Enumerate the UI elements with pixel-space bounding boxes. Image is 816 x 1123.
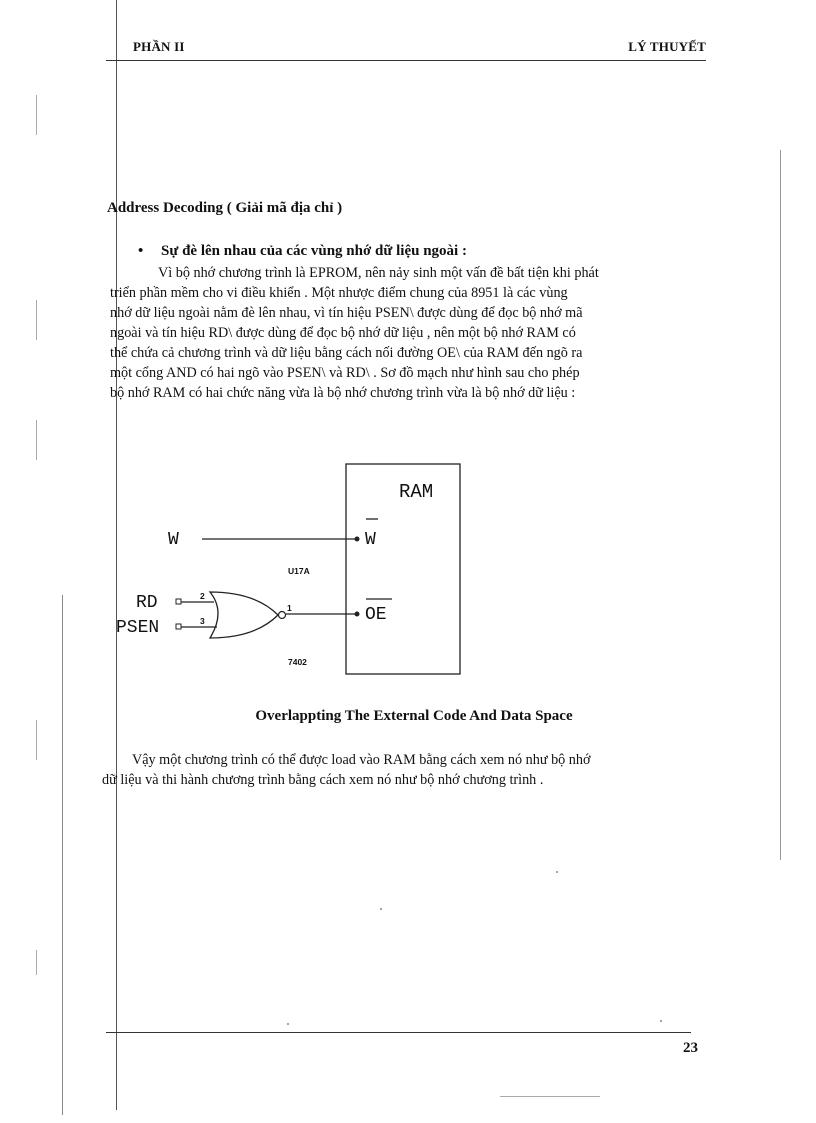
paragraph-1-line-3: nhớ dữ liệu ngoài nằm đè lên nhau, vì tín hiệu PSEN\ được dùng để đọc bộ nhớ mã	[110, 305, 583, 321]
bullet-title: Sự đè lên nhau của các vùng nhớ dữ liệu ngoài :	[161, 243, 467, 259]
left-scan-mark-3	[36, 420, 37, 460]
paragraph-1-line-4: ngoài và tín hiệu RD\ được dùng để đọc bộ nhớ dữ liệu , nên một bộ nhớ RAM có	[110, 325, 576, 341]
ram-label: RAM	[399, 481, 434, 503]
right-edge-line	[780, 150, 781, 860]
scan-speck	[287, 1023, 289, 1025]
paragraph-1-line-1: Vì bộ nhớ chương trình là EPROM, nên nảy sinh một vấn đề bất tiện khi phát	[158, 265, 599, 281]
scan-speck	[660, 1020, 662, 1022]
left-edge-line	[62, 595, 63, 1115]
header-right: LÝ THUYẾT	[628, 39, 706, 54]
left-margin-line	[116, 0, 117, 1110]
left-scan-mark-2	[36, 300, 37, 340]
rd-input-label: RD	[136, 593, 158, 613]
rd-pin-square	[176, 599, 181, 604]
psen-pin-square	[176, 624, 181, 629]
paragraph-1-line-6: một cổng AND có hai ngõ vào PSEN\ và RD\ . Sơ đồ mạch như hình sau cho phép	[110, 365, 580, 381]
w-input-label: W	[168, 530, 179, 550]
oe-junction-dot	[355, 612, 360, 617]
footer-rule	[106, 1032, 691, 1033]
paragraph-1-line-2: triển phần mềm cho vi điều khiển . Một nhược điểm chung của 8951 là các vùng	[110, 285, 568, 301]
page-number: 23	[683, 1040, 698, 1056]
psen-input-label: PSEN	[116, 618, 160, 638]
paragraph-2-line-1: Vậy một chương trình có thể được load vào RAM bằng cách xem nó như bộ nhớ	[132, 752, 591, 768]
gate-reference: U17A	[288, 566, 310, 576]
paragraph-2-line-2: dữ liệu và thi hành chương trình bằng cách xem nó như bộ nhớ chương trình .	[102, 772, 544, 788]
paragraph-1	[110, 263, 710, 403]
bullet-symbol: •	[138, 243, 144, 259]
nor-gate-bubble	[279, 612, 286, 619]
left-scan-mark-5	[36, 950, 37, 975]
pin-number-out: 1	[287, 603, 292, 613]
pin-number-rd: 2	[200, 591, 205, 601]
scan-speck	[380, 908, 382, 910]
w-junction-dot	[355, 537, 360, 542]
left-scan-mark-4	[36, 720, 37, 760]
paragraph-1-line-5: thể chứa cả chương trình và dữ liệu bằng cách nối đường OE\ của RAM đến ngõ ra	[110, 345, 583, 361]
nor-gate-body	[210, 592, 278, 638]
header-rule	[106, 60, 706, 61]
scan-speck	[556, 871, 558, 873]
pin-number-psen: 3	[200, 616, 205, 626]
section-title: Address Decoding ( Giải mã địa chỉ )	[107, 200, 343, 216]
w-pin-label: W	[365, 530, 376, 550]
bottom-scan-mark	[500, 1096, 600, 1097]
header-left: PHẦN II	[133, 39, 185, 54]
figure-caption: Overlappting The External Code And Data Space	[255, 708, 573, 724]
paragraph-1-line-7: bộ nhớ RAM có hai chức năng vừa là bộ nhớ chương trình vừa là bộ nhớ dữ liệu :	[110, 385, 576, 401]
gate-part-number: 7402	[288, 657, 307, 667]
paragraph-2	[102, 750, 730, 790]
oe-pin-label: OE	[365, 605, 387, 625]
left-scan-mark-1	[36, 95, 37, 135]
